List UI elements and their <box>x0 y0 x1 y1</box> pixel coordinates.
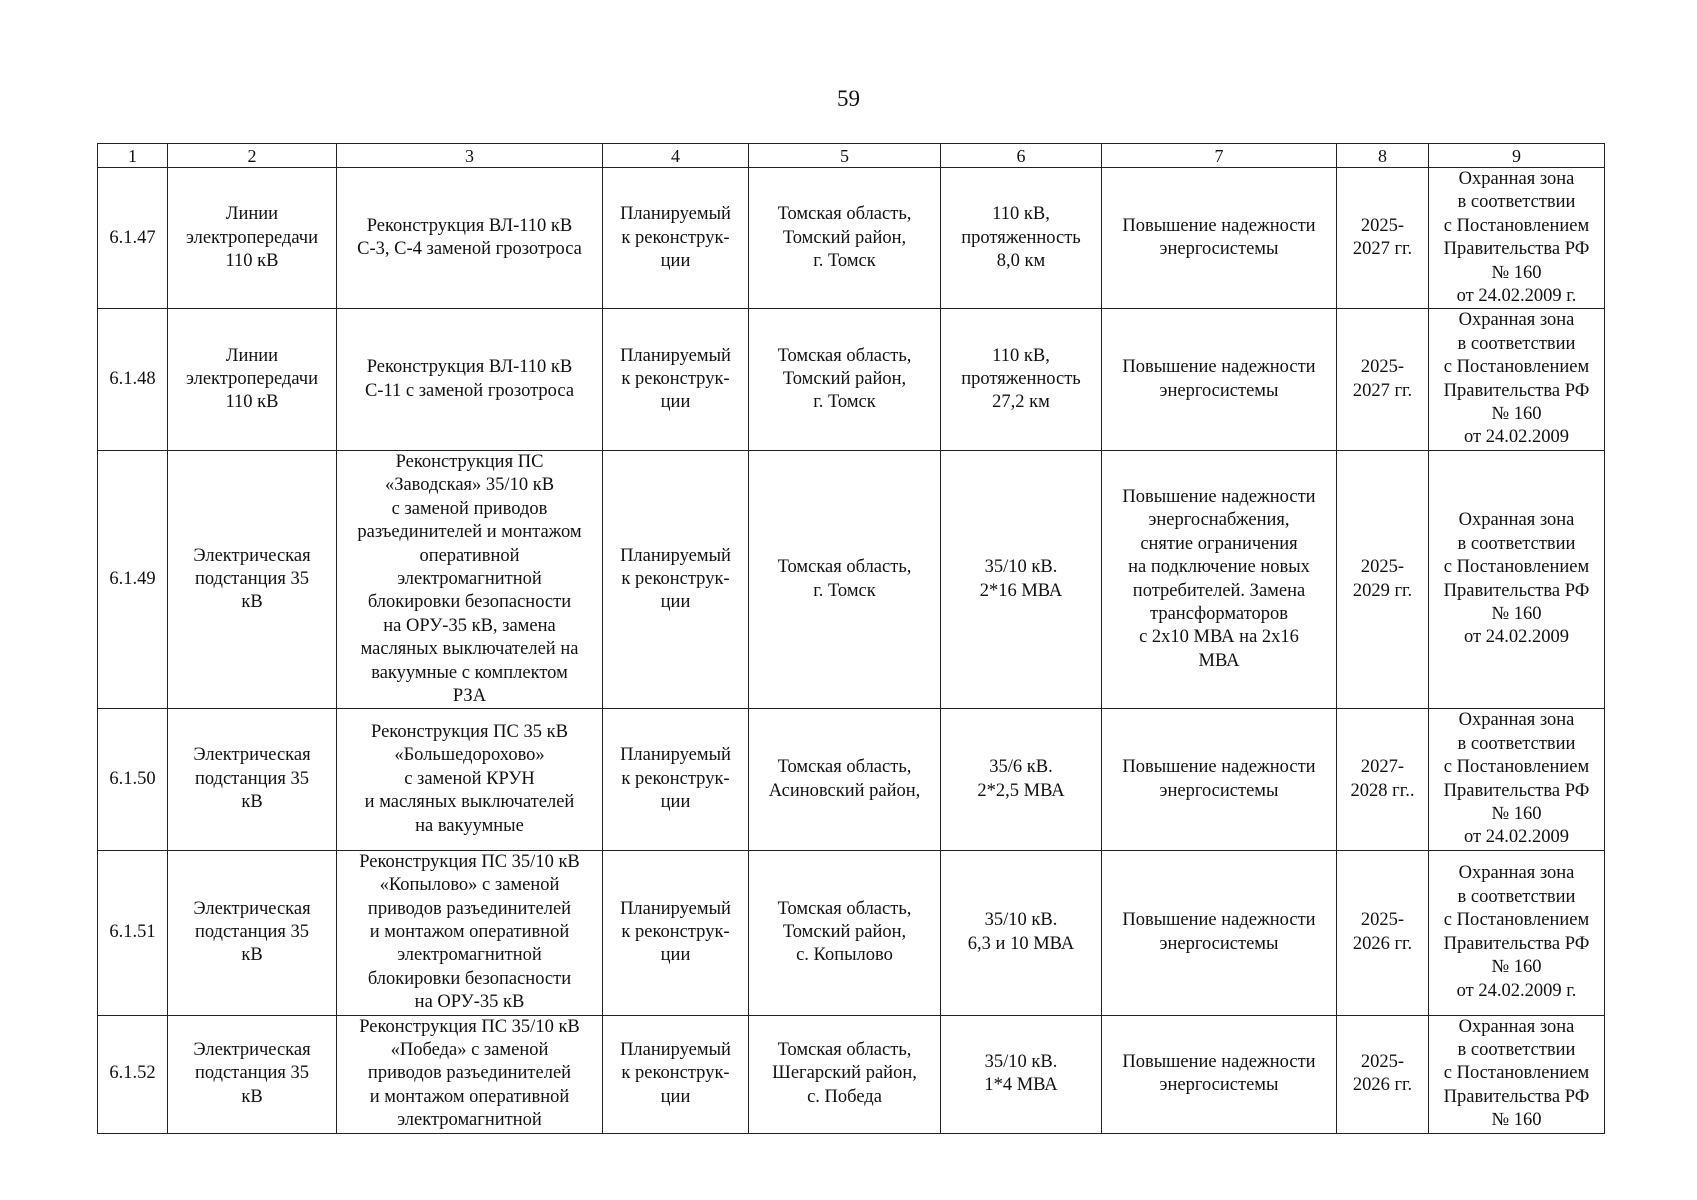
row-number-cell: 6.1.50 <box>98 709 168 850</box>
status-cell: Планируемый к реконструк- ции <box>603 450 749 708</box>
column-header: 2 <box>168 144 337 168</box>
row-number-cell: 6.1.49 <box>98 450 168 708</box>
column-header: 4 <box>603 144 749 168</box>
row-number-cell: 6.1.52 <box>98 1015 168 1133</box>
purpose-cell: Повышение надежности энергосистемы <box>1102 709 1337 850</box>
location-cell: Томская область, Шегарский район, с. Победа <box>749 1015 941 1133</box>
period-cell: 2025- 2027 гг. <box>1337 309 1429 450</box>
object-name-cell: Реконструкция ПС «Заводская» 35/10 кВ с заменой приводов разъединителей и монтажом оперативной электромагнитной блокировки безопасности на ОРУ-35 кВ, замена масляных выключателей на вакуумные с комплектом РЗА <box>337 450 603 708</box>
parameters-cell: 35/10 кВ. 2*16 МВА <box>941 450 1102 708</box>
object-type-cell: Электрическая подстанция 35 кВ <box>168 709 337 850</box>
column-header: 6 <box>941 144 1102 168</box>
table-row <box>98 1015 1605 1133</box>
table-row <box>98 450 1605 708</box>
column-header: 1 <box>98 144 168 168</box>
planning-table <box>97 143 1605 1134</box>
status-cell: Планируемый к реконструк- ции <box>603 168 749 309</box>
row-number-cell: 6.1.51 <box>98 850 168 1015</box>
location-cell: Томская область, Асиновский район, <box>749 709 941 850</box>
location-cell: Томская область, Томский район, с. Копылово <box>749 850 941 1015</box>
parameters-cell: 110 кВ, протяженность 8,0 км <box>941 168 1102 309</box>
object-name-cell: Реконструкция ПС 35 кВ «Большедорохово» с заменой КРУН и масляных выключателей на вакуумные <box>337 709 603 850</box>
parameters-cell: 35/10 кВ. 6,3 и 10 МВА <box>941 850 1102 1015</box>
purpose-cell: Повышение надежности энергосистемы <box>1102 309 1337 450</box>
zone-cell: Охранная зона в соответствии с Постановлением Правительства РФ № 160 от 24.02.2009 г. <box>1429 168 1605 309</box>
status-cell: Планируемый к реконструк- ции <box>603 850 749 1015</box>
zone-cell: Охранная зона в соответствии с Постановлением Правительства РФ № 160 от 24.02.2009 <box>1429 309 1605 450</box>
purpose-cell: Повышение надежности энергосистемы <box>1102 1015 1337 1133</box>
status-cell: Планируемый к реконструк- ции <box>603 309 749 450</box>
table-row <box>98 168 1605 309</box>
period-cell: 2025- 2029 гг. <box>1337 450 1429 708</box>
row-number-cell: 6.1.48 <box>98 309 168 450</box>
table-row <box>98 850 1605 1015</box>
column-header: 5 <box>749 144 941 168</box>
location-cell: Томская область, г. Томск <box>749 450 941 708</box>
zone-cell: Охранная зона в соответствии с Постановлением Правительства РФ № 160 <box>1429 1015 1605 1133</box>
column-header: 3 <box>337 144 603 168</box>
purpose-cell: Повышение надежности энергоснабжения, снятие ограничения на подключение новых потребителей. Замена трансформаторов с 2х10 МВА на 2х16 МВА <box>1102 450 1337 708</box>
parameters-cell: 35/10 кВ. 1*4 МВА <box>941 1015 1102 1133</box>
column-header: 7 <box>1102 144 1337 168</box>
table-row <box>98 309 1605 450</box>
table-row <box>98 709 1605 850</box>
parameters-cell: 110 кВ, протяженность 27,2 км <box>941 309 1102 450</box>
status-cell: Планируемый к реконструк- ции <box>603 709 749 850</box>
location-cell: Томская область, Томский район, г. Томск <box>749 309 941 450</box>
object-name-cell: Реконструкция ВЛ-110 кВ С-3, С-4 заменой грозотроса <box>337 168 603 309</box>
column-header: 9 <box>1429 144 1605 168</box>
object-type-cell: Линии электропередачи 110 кВ <box>168 168 337 309</box>
status-cell: Планируемый к реконструк- ции <box>603 1015 749 1133</box>
period-cell: 2027- 2028 гг.. <box>1337 709 1429 850</box>
period-cell: 2025- 2026 гг. <box>1337 1015 1429 1133</box>
location-cell: Томская область, Томский район, г. Томск <box>749 168 941 309</box>
parameters-cell: 35/6 кВ. 2*2,5 МВА <box>941 709 1102 850</box>
period-cell: 2025- 2027 гг. <box>1337 168 1429 309</box>
period-cell: 2025- 2026 гг. <box>1337 850 1429 1015</box>
purpose-cell: Повышение надежности энергосистемы <box>1102 168 1337 309</box>
object-type-cell: Электрическая подстанция 35 кВ <box>168 1015 337 1133</box>
object-type-cell: Линии электропередачи 110 кВ <box>168 309 337 450</box>
object-type-cell: Электрическая подстанция 35 кВ <box>168 850 337 1015</box>
column-number-row <box>98 144 1605 168</box>
zone-cell: Охранная зона в соответствии с Постановлением Правительства РФ № 160 от 24.02.2009 <box>1429 450 1605 708</box>
page-number: 59 <box>837 86 860 111</box>
zone-cell: Охранная зона в соответствии с Постановлением Правительства РФ № 160 от 24.02.2009 г. <box>1429 850 1605 1015</box>
object-name-cell: Реконструкция ПС 35/10 кВ «Победа» с заменой приводов разъединителей и монтажом оперативной электромагнитной <box>337 1015 603 1133</box>
column-header: 8 <box>1337 144 1429 168</box>
row-number-cell: 6.1.47 <box>98 168 168 309</box>
object-name-cell: Реконструкция ПС 35/10 кВ «Копылово» с заменой приводов разъединителей и монтажом оперативной электромагнитной блокировки безопасности на ОРУ-35 кВ <box>337 850 603 1015</box>
purpose-cell: Повышение надежности энергосистемы <box>1102 850 1337 1015</box>
object-name-cell: Реконструкция ВЛ-110 кВ С-11 с заменой грозотроса <box>337 309 603 450</box>
object-type-cell: Электрическая подстанция 35 кВ <box>168 450 337 708</box>
zone-cell: Охранная зона в соответствии с Постановлением Правительства РФ № 160 от 24.02.2009 <box>1429 709 1605 850</box>
